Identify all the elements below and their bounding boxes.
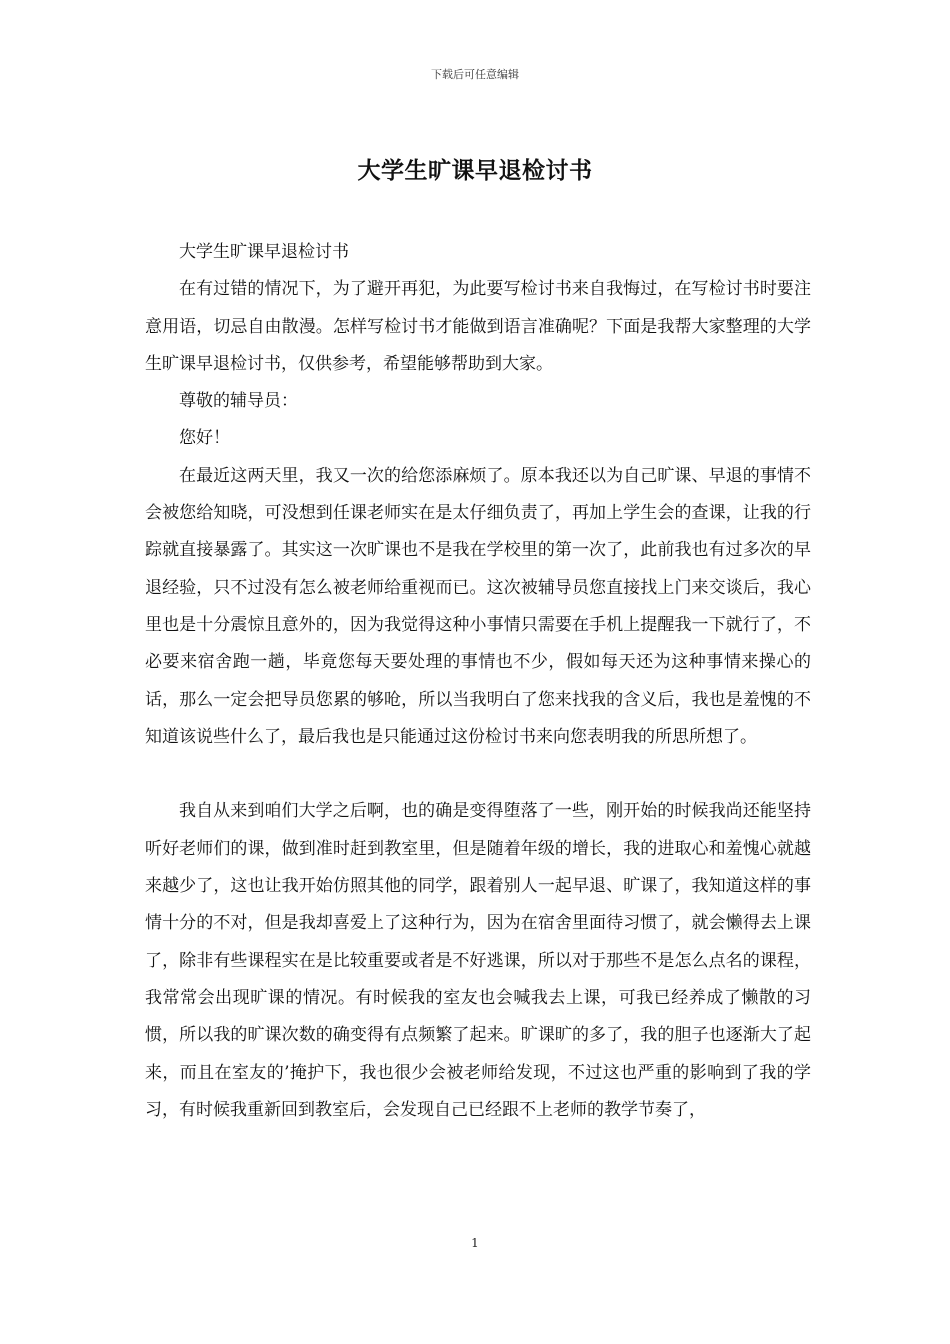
body-paragraph-salutation: 尊敬的辅导员：	[179, 391, 298, 412]
body-paragraph-heading: 大学生旷课早退检讨书	[179, 242, 349, 262]
page-number: 1	[471, 1236, 479, 1250]
header-note: 下载后可任意编辑	[431, 68, 519, 81]
document-title: 大学生旷课早退检讨书	[357, 157, 593, 184]
body-paragraph-intro: 在有过错的情况下，为了避开再犯，为此要写检讨书来自我悔过，在写检讨书时要注意用语，切忌自由散漫。怎样写检讨书才能做到语言准确呢？下面是我帮大家整理的大学生旷课早退检讨书，仅供参考，希望能够帮助到大家。	[145, 279, 811, 374]
body-paragraph: 在最近这两天里，我又一次的给您添麻烦了。原本我还以为自己旷课、早退的事情不会被您给知晓，可没想到任课老师实在是太仔细负责了，再加上学生会的查课，让我的行踪就直接暴露了。其实这一次旷课也不是我在学校里的第一次了，此前我也有过多次的早退经验，只不过没有怎么被老师给重视而已。这次被辅导员您直接找上门来交谈后，我心里也是十分震惊且意外的，因为我觉得这种小事情只需要在手机上提醒我一下就行了，不必要来宿舍跑一趟，毕竟您每天要处理的事情也不少，假如每天还为这种事情来操心的话，那么一定会把导员您累的够呛，所以当我明白了您来找我的含义后，我也是羞愧的不知道该说些什么了，最后我也是只能通过这份检讨书来向您表明我的所思所想了。	[145, 465, 811, 747]
body-paragraph-greeting: 您好！	[179, 428, 230, 449]
document-body	[145, 234, 811, 1129]
body-paragraph: 我自从来到咱们大学之后啊，也的确是变得堕落了一些，刚开始的时候我尚还能坚持听好老师们的课，做到准时赶到教室里，但是随着年级的增长，我的进取心和羞愧心就越来越少了，这也让我开始仿照其他的同学，跟着别人一起早退、旷课了，我知道这样的事情十分的不对，但是我却喜爱上了这种行为，因为在宿舍里面待习惯了，就会懒得去上课了，除非有些课程实在是比较重要或者是不好逃课，所以对于那些不是怎么点名的课程，我常常会出现旷课的情况。有时候我的室友也会喊我去上课，可我已经养成了懒散的习惯，所以我的旷课次数的确变得有点频繁了起来。旷课旷的多了，我的胆子也逐渐大了起来，而且在室友的’掩护下，我也很少会被老师给发现，不过这也严重的影响到了我的学习，有时候我重新回到教室后，会发现自己已经跟不上老师的教学节奏了，	[145, 801, 811, 1120]
